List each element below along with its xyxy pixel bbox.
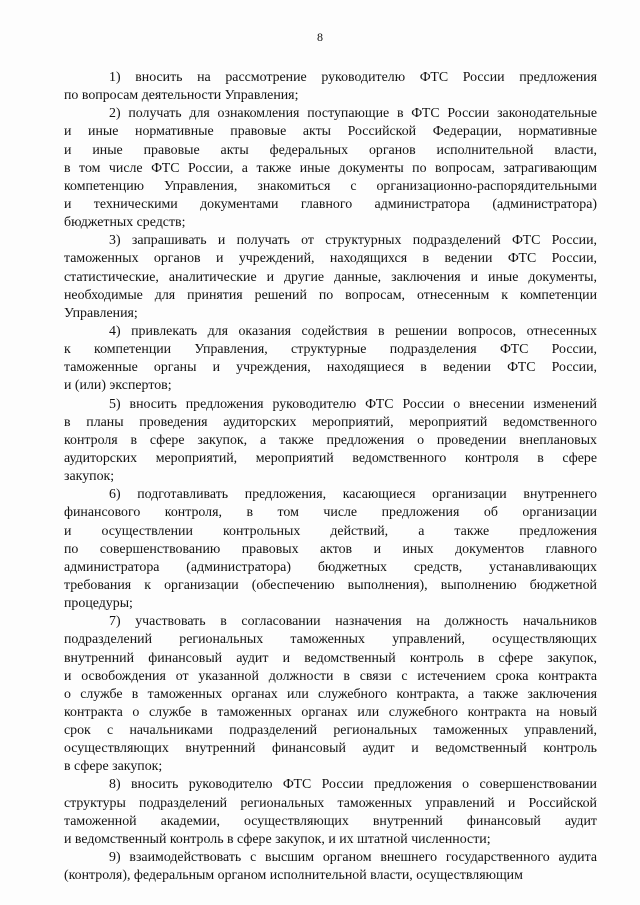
- text-line: осуществляющих внутренний финансовый аудит и ведомственный контроль: [64, 741, 597, 757]
- text-line: по вопросам деятельности Управления;: [64, 88, 299, 104]
- text-line: закупок;: [64, 469, 115, 485]
- text-line: и иные нормативные правовые акты Российской Федерации, нормативные: [64, 124, 597, 140]
- text-line: Управления;: [64, 305, 138, 321]
- text-line: по совершенствованию правовых актов и иных документов главного: [64, 541, 597, 557]
- text-line: 4) привлекать для оказания содействия в решении вопросов, отнесенных: [109, 323, 597, 339]
- list-item-paragraph: [64, 849, 597, 885]
- document-body: [64, 69, 597, 885]
- list-item-paragraph: [64, 105, 597, 232]
- text-line: и техническими документами главного администратора (администратора): [64, 196, 597, 212]
- text-line: в сфере закупок;: [64, 759, 163, 775]
- text-line: контракта о службе в таможенных органах или служебного контракта на новый: [64, 704, 597, 720]
- list-item-paragraph: [64, 486, 597, 613]
- text-line: контроля в сфере закупок, а также предложения о проведении внеплановых: [64, 432, 597, 448]
- text-line: администратора (администратора) бюджетных средств, устанавливающих: [64, 559, 597, 575]
- text-line: к компетенции Управления, структурные подразделения ФТС России,: [64, 342, 597, 358]
- text-line: и освобождения от указанной должности в связи с истечением срока контракта: [64, 668, 597, 684]
- text-line: 7) участвовать в согласовании назначения на должность начальников: [109, 614, 597, 630]
- list-item-paragraph: [64, 776, 597, 849]
- text-line: в планы проведения аудиторских мероприятий, мероприятий ведомственного: [64, 414, 597, 430]
- list-item-paragraph: [64, 232, 597, 323]
- text-line: финансового контроля, в том числе предложения об организации: [64, 505, 597, 521]
- text-line: процедуры;: [64, 596, 133, 612]
- text-line: компетенцию Управления, знакомиться с организационно-распорядительными: [64, 178, 597, 194]
- text-line: 5) вносить предложения руководителю ФТС России о внесении изменений: [109, 396, 597, 412]
- page-number: 8: [317, 30, 323, 44]
- text-line: 8) вносить руководителю ФТС России предложения о совершенствовании: [109, 777, 597, 793]
- text-line: в том числе ФТС России, а также иные документы по вопросам, затрагивающим: [64, 160, 597, 176]
- text-line: 2) получать для ознакомления поступающие в ФТС России законодательные: [109, 106, 597, 122]
- text-line: требования к организации (обеспечению выполнения), выполнению бюджетной: [64, 577, 597, 593]
- text-line: 1) вносить на рассмотрение руководителю ФТС России предложения: [109, 70, 597, 85]
- text-line: аудиторских мероприятий, мероприятий ведомственного контроля в сфере: [64, 450, 597, 466]
- text-line: срок с начальниками подразделений региональных таможенных управлений,: [64, 723, 597, 739]
- text-line: (контроля), федеральным органом исполнительной власти, осуществляющим: [64, 868, 523, 884]
- text-line: и осуществлении контрольных действий, а также предложения: [64, 523, 597, 539]
- list-item-paragraph: [64, 396, 597, 487]
- list-item-paragraph: [64, 613, 597, 776]
- text-line: 9) взаимодействовать с высшим органом внешнего государственного аудита: [109, 850, 597, 866]
- text-line: таможенной академии, осуществляющих внутренний финансовый аудит: [64, 813, 597, 829]
- text-line: о службе в таможенных органах или служебного контракта, а также заключения: [64, 686, 597, 702]
- text-line: бюджетных средств;: [64, 215, 186, 231]
- text-line: таможенные органы и учреждения, находящиеся в ведении ФТС России,: [64, 360, 597, 376]
- text-line: и (или) экспертов;: [64, 378, 172, 394]
- text-line: структуры подразделений региональных таможенных управлений и Российской: [64, 795, 597, 811]
- text-line: и иные правовые акты федеральных органов исполнительной власти,: [64, 142, 597, 158]
- list-item-paragraph: [64, 323, 597, 396]
- text-line: внутренний финансовый аудит и ведомственный контроль в сфере закупок,: [64, 650, 597, 666]
- text-line: статистические, аналитические и другие данные, заключения и иные документы,: [64, 269, 597, 285]
- text-line: 3) запрашивать и получать от структурных подразделений ФТС России,: [109, 233, 597, 249]
- text-line: 6) подготавливать предложения, касающиеся организации внутреннего: [109, 487, 597, 503]
- list-item-paragraph: [64, 69, 597, 105]
- text-line: подразделений региональных таможенных управлений, осуществляющих: [64, 632, 597, 648]
- text-line: таможенных органов и учреждений, находящихся в ведении ФТС России,: [64, 251, 597, 267]
- text-line: необходимые для принятия решений по вопросам, отнесенным к компетенции: [64, 287, 597, 303]
- text-line: и ведомственный контроль в сфере закупок, и их штатной численности;: [64, 831, 491, 847]
